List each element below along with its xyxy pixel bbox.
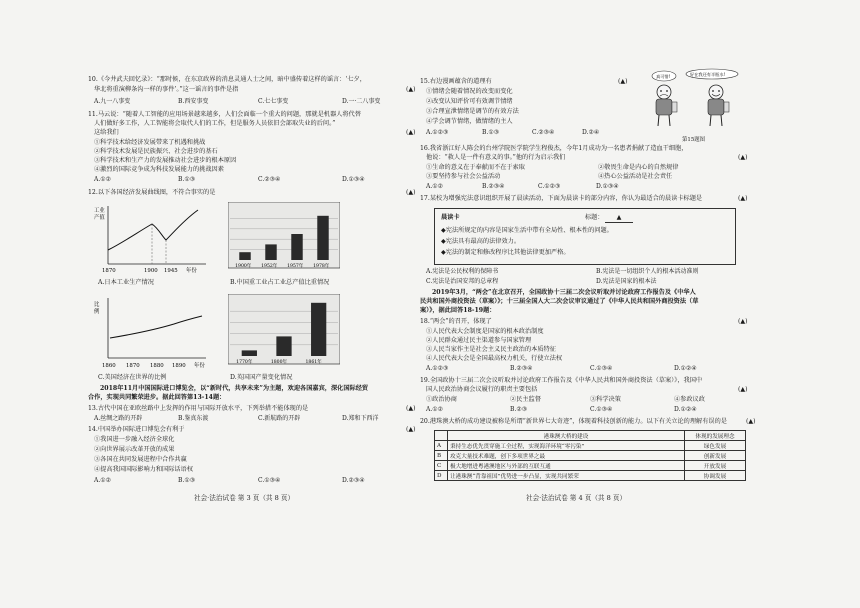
q18-item-4: ④人民代表大会是全国最高权力机关，行使立法权	[426, 355, 563, 362]
q20-row-b-letter: B	[435, 451, 448, 461]
chart-b-tick-3: 1978年	[313, 264, 330, 269]
q20-row-b-desc: 攻克大量技术难题，创下多项世界之最	[448, 451, 685, 461]
q18-item-2: ②人民群众通过民主渠道参与国家管理	[426, 337, 532, 344]
q20-table-header-2: 体现的发展理念	[685, 431, 746, 441]
q17-card-title: 晨读卡	[441, 214, 460, 221]
q17-stem: 17.某校为增强宪法意识组织开展了晨读活动，下面为晨读卡的部分内容，你认为最适合的晨读卡标题是	[420, 195, 703, 202]
q12-chart-a-ylabel-2: 产值	[94, 215, 105, 221]
q18-option-b[interactable]: B.②③④	[510, 365, 533, 372]
q11-option-a[interactable]: A.①②	[94, 176, 111, 183]
q14-item-2: ②向世界展示改革开放的成果	[94, 446, 175, 453]
q11-option-d[interactable]: D.①③④	[342, 176, 365, 183]
q12-chart-a-caption: A.日本工业生产情况	[98, 279, 154, 286]
chart-d-bar-1	[276, 336, 291, 356]
q19-item-4: ④参政议政	[674, 396, 705, 403]
table-row[interactable]	[435, 441, 746, 451]
q19-item-2: ②民主监督	[510, 396, 541, 403]
q12-chart-c-xtick-1880: 1880	[150, 363, 164, 369]
q12-stem: 12.以下各国经济发展曲线图，不符合事实的是	[88, 189, 216, 196]
chart-b-bar-2	[291, 234, 302, 260]
q16-option-c[interactable]: C.①②③	[538, 183, 561, 190]
table-row[interactable]	[435, 471, 746, 481]
q17-card-blank[interactable]: ▲	[605, 214, 633, 223]
q11-item-3: ③科学技术和生产力的发展推动社会进步的根本原因	[94, 157, 237, 164]
q16-item-1: ①生命的意义在于奉献而不在于索取	[426, 164, 525, 171]
q15-answer-mark: (▲)	[618, 78, 628, 85]
q12-chart-a-xtick-1945: 1945	[164, 268, 178, 274]
q10-option-c[interactable]: C.七七事变	[258, 98, 289, 105]
q13-option-c[interactable]: C.新航路的开辟	[258, 415, 301, 422]
q18-stem: 18.“两会”的召开，体现了	[420, 318, 492, 325]
q18-item-3: ③人民当家作主是社会主义民主政治的本质特征	[426, 346, 556, 353]
q12-chart-b-caption: B.中国重工业占工业总产值比重情况	[230, 279, 330, 286]
q11-item-4: ④激烈的国际竞争成为科技发展能力的挑战因素	[94, 166, 224, 173]
q13-option-b[interactable]: B.鉴真东渡	[178, 415, 209, 422]
q14-stem: 14.中国举办国际进口博览会有利于	[88, 426, 185, 433]
q11-stem-line3: 这给我们	[94, 129, 119, 136]
q20-table-header-1: 港珠澳大桥的建设	[448, 431, 685, 441]
q14-option-a[interactable]: A.①②	[94, 477, 111, 484]
q12-chart-a-xlabel: 年份	[186, 268, 197, 274]
chart-b-bar-0	[239, 252, 250, 260]
q12-chart-a-ylabel-1: 工业	[94, 208, 105, 214]
q13-stem: 13.古代中国在亚欧丝路中上发挥的作用与国际开放水平，下列举措不能体现的是	[88, 405, 309, 412]
q14-item-4: ④提高我国国际影响力和国际话语权	[94, 466, 193, 473]
q20-table-header-0	[435, 431, 448, 441]
q16-option-d[interactable]: D.①③④	[596, 183, 619, 190]
q17-option-c[interactable]: C.宪法是治国安邦的总章程	[426, 278, 499, 285]
q11-item-1: ①科学技术给经济发展带来了机遇和挑战	[94, 139, 206, 146]
q20-row-c-idea: 开放发展	[685, 461, 746, 471]
q20-stem: 20.港珠澳大桥的成功建设被称是所谓“新世界七大奇迹”，体现着科技创新的能力。以下有关立论的理解有误的是	[420, 418, 727, 425]
q17-card-line-3: ◆宪法的制定和修改程序比其他法律更加严格。	[441, 249, 570, 256]
q18-option-c[interactable]: C.①③④	[590, 365, 613, 372]
q15-item-2: ②改变认知评价可有效调节情绪	[426, 98, 513, 105]
q18-answer-mark: (▲)	[738, 318, 748, 325]
table-row[interactable]	[435, 451, 746, 461]
page-footer-right: 社会·法治试卷 第 4 页（共 8 页）	[526, 494, 627, 502]
q15-option-c[interactable]: C.②③④	[532, 129, 555, 136]
q19-stem-line2: 国人民政治协商会议履行的职责主要包括	[426, 386, 538, 393]
q11-stem-line2: 人们做好多工作，人工智能将会取代人们的工作，但是服务人员依旧会部取失业的后问。”	[94, 120, 336, 127]
q16-option-b[interactable]: B.②③④	[482, 183, 505, 190]
q15-cartoon	[646, 66, 742, 136]
q16-item-4: ④热心公益活动是社会责任	[598, 173, 673, 180]
q16-item-2: ②敬畏生命是内心的自然规律	[598, 164, 679, 171]
q20-row-b-idea: 创新发展	[685, 451, 746, 461]
q11-option-c[interactable]: C.②③④	[258, 176, 281, 183]
q17-card-line-1: ◆宪法所规定的内容是国家生活中带有全局性、根本性的问题。	[441, 227, 613, 234]
chart-b-tick-1: 1952年	[261, 264, 278, 269]
q19-option-a[interactable]: A.①②	[426, 406, 443, 413]
q19-answer-mark: (▲)	[738, 386, 748, 393]
chart-d-bar-2	[311, 303, 326, 356]
q20-row-d-desc: 让港珠澳“背靠祖国”优势进一步凸显，实现共同繁荣	[448, 471, 685, 481]
q15-bubble-2: 好在我还有半瓶水!	[690, 72, 726, 77]
q10-option-b[interactable]: B.西安事变	[178, 98, 209, 105]
q12-chart-c-ylabel-2: 例	[94, 309, 100, 315]
q13-option-d[interactable]: D.郑和下西洋	[342, 415, 379, 422]
chart-d-bar-0	[242, 350, 257, 356]
q11-option-b[interactable]: B.①③	[178, 176, 196, 183]
q15-figure-caption: 第15题图	[682, 137, 706, 143]
q14-item-1: ①我国进一步融入经济全球化	[94, 436, 175, 443]
q16-answer-mark: (▲)	[738, 154, 748, 161]
q14-option-d[interactable]: D.②③④	[342, 477, 365, 484]
chart-b-bar-1	[265, 244, 276, 260]
q12-chart-a-xtick-1870: 1870	[102, 268, 116, 274]
q19-option-d[interactable]: D.①②④	[674, 406, 697, 413]
exam-page-4	[420, 58, 778, 528]
q17-option-b[interactable]: B.宪法是一切组织个人的根本活动准则	[596, 268, 699, 275]
q18-option-a[interactable]: A.①②③	[426, 365, 449, 372]
q14-option-c[interactable]: C.①③④	[258, 477, 281, 484]
passage-18-19-line3: 案）》，据此回答18-19题：	[420, 307, 496, 314]
chart-d-tick-0: 1770年	[236, 360, 253, 365]
chart-b-tick-2: 1957年	[287, 264, 304, 269]
q13-answer-mark: (▲)	[406, 405, 416, 412]
q12-chart-c-caption: C.美国经济在世界的比例	[98, 374, 167, 381]
passage-13-14-line1: 2018年11月中国国际进口博览会，以“新时代，共享未来”为主题，欢迎各国嘉宾，深化国际经贸	[100, 385, 369, 392]
q15-item-1: ①情绪会随着情况的改变而变化	[426, 88, 513, 95]
q14-item-3: ③各国在共同发展进程中合作共赢	[94, 456, 187, 463]
q12-chart-b	[228, 202, 340, 278]
q11-stem-line1: 11.马云说：“随着人工智能的应用场景越来越多，人们会面临一个重大的问题，那就是机器人将代替	[88, 111, 361, 118]
q19-item-1: ①政治协商	[426, 396, 457, 403]
q12-chart-a-xtick-1900: 1900	[144, 268, 158, 274]
passage-13-14-line2: 合作，实现共同繁荣进步。据此回答第13-14题：	[88, 394, 226, 401]
q12-chart-c-xlabel: 年份	[194, 363, 205, 369]
q16-stem-line1: 16.我省浙江好人陈会的台州学院医学院学生程俊杰，今年1月成功为一名患者捐献了造血干细胞，	[420, 145, 688, 152]
chart-b-tick-0: 1900年	[235, 264, 252, 269]
exam-page-3	[88, 58, 449, 528]
q15-item-4: ④学会调节情绪，做情绪的主人	[426, 118, 513, 125]
q20-row-c-letter: C	[435, 461, 448, 471]
q17-reading-card	[434, 208, 736, 265]
q17-answer-mark: (▲)	[738, 195, 748, 202]
table-row[interactable]	[435, 461, 746, 471]
q18-option-d[interactable]: D.①②④	[674, 365, 697, 372]
chart-b-bar-3	[317, 216, 328, 260]
q16-option-a[interactable]: A.①②	[426, 183, 443, 190]
q17-card-line-2: ◆宪法具有最高的法律效力。	[441, 238, 521, 245]
q12-chart-d-caption: D.英国国产量变化情况	[230, 374, 293, 381]
q20-table-header-row	[435, 431, 746, 441]
q12-chart-a	[94, 202, 214, 278]
passage-18-19-line1: 2019年3月，“两会”在北京召开，全国政协十三届二次会议听取并讨论政府工作报告及《中华人	[432, 289, 696, 296]
q12-chart-c-ylabel-1: 比	[94, 302, 100, 308]
q15-stem: 15.右边漫画蕴含的道理有	[420, 78, 492, 85]
q12-chart-c-xtick-1870: 1870	[126, 363, 140, 369]
q10-stem-line2: 华北将重演柳条沟一样的事件’。”这一谣言的事件是指	[94, 86, 239, 93]
q20-row-a-letter: A	[435, 441, 448, 451]
q13-option-a[interactable]: A.丝绸之路的开辟	[94, 415, 143, 422]
q10-option-d[interactable]: D.一·二八事变	[342, 98, 381, 105]
q17-option-d[interactable]: D.宪法是国家的根本法	[596, 278, 657, 285]
q10-stem-line1: 10.《今井武夫回忆录》：“那时候，在东京政界的消息灵通人士之间，暗中盛传着这样的谣言：‘七夕，	[88, 76, 366, 83]
q11-answer-mark: (▲)	[406, 129, 416, 136]
q14-option-b[interactable]: B.①③	[178, 477, 196, 484]
q12-answer-mark: (▲)	[406, 189, 416, 196]
q10-answer-mark: (▲)	[406, 86, 416, 93]
q15-option-b[interactable]: B.①③	[482, 129, 500, 136]
q12-chart-c-xtick-1890: 1890	[172, 363, 186, 369]
q20-row-c-desc: 极大地增进粤港澳地区与外部的互联互通	[448, 461, 685, 471]
q17-card-label: 标题：	[585, 214, 604, 221]
chart-d-tick-2: 1861年	[305, 360, 322, 365]
q20-row-a-idea: 绿色发展	[685, 441, 746, 451]
q18-item-1: ①人民代表大会制度是国家的根本政治制度	[426, 328, 544, 335]
q12-chart-c-xtick-1860: 1860	[102, 363, 116, 369]
q14-answer-mark: (▲)	[406, 426, 416, 433]
q20-table	[434, 430, 746, 481]
q15-bubble-1: 真可惜!	[656, 74, 671, 79]
passage-18-19-line2: 民共和国外商投资法（草案）》；十三届全国人大二次会议审议通过了《中华人民共和国外商投资法（草	[420, 298, 699, 305]
q20-answer-mark: (▲)	[746, 418, 756, 425]
q20-row-a-desc: 秉持生态优先贯穿施工全过程，实现海洋环境“零污染”	[448, 441, 685, 451]
q12-chart-c	[94, 294, 214, 374]
q19-stem-line1: 19.全国政协十三届二次会议听取并讨论政府工作报告及《中华人民共和国外商投资法（草案）》，我国中	[420, 377, 703, 384]
q15-option-d[interactable]: D.②④	[582, 129, 600, 136]
q17-option-a[interactable]: A.宪法是公民权利的保障书	[426, 268, 499, 275]
q19-item-3: ③科学决策	[590, 396, 621, 403]
q16-item-3: ③要坚持参与社会公益活动	[426, 173, 501, 180]
q20-row-d-idea: 协调发展	[685, 471, 746, 481]
q12-chart-d	[228, 294, 340, 374]
page-footer-left: 社会·法治试卷 第 3 页（共 8 页）	[194, 494, 295, 502]
q10-option-a[interactable]: A.九一八事变	[94, 98, 131, 105]
q19-option-b[interactable]: B.②③	[510, 406, 528, 413]
q11-item-2: ②科学技术发展是民族振兴、社会进步的基石	[94, 148, 218, 155]
q19-option-c[interactable]: C.①③④	[590, 406, 613, 413]
chart-d-tick-1: 1800年	[270, 360, 288, 365]
q15-option-a[interactable]: A.①②③	[426, 129, 449, 136]
q15-item-3: ③合理宣泄情绪是调节的有效方法	[426, 108, 519, 115]
q20-row-d-letter: D	[435, 471, 448, 481]
q16-stem-line2: 他说：“救人是一件有意义的事。”他的行为启示我们	[426, 154, 566, 161]
